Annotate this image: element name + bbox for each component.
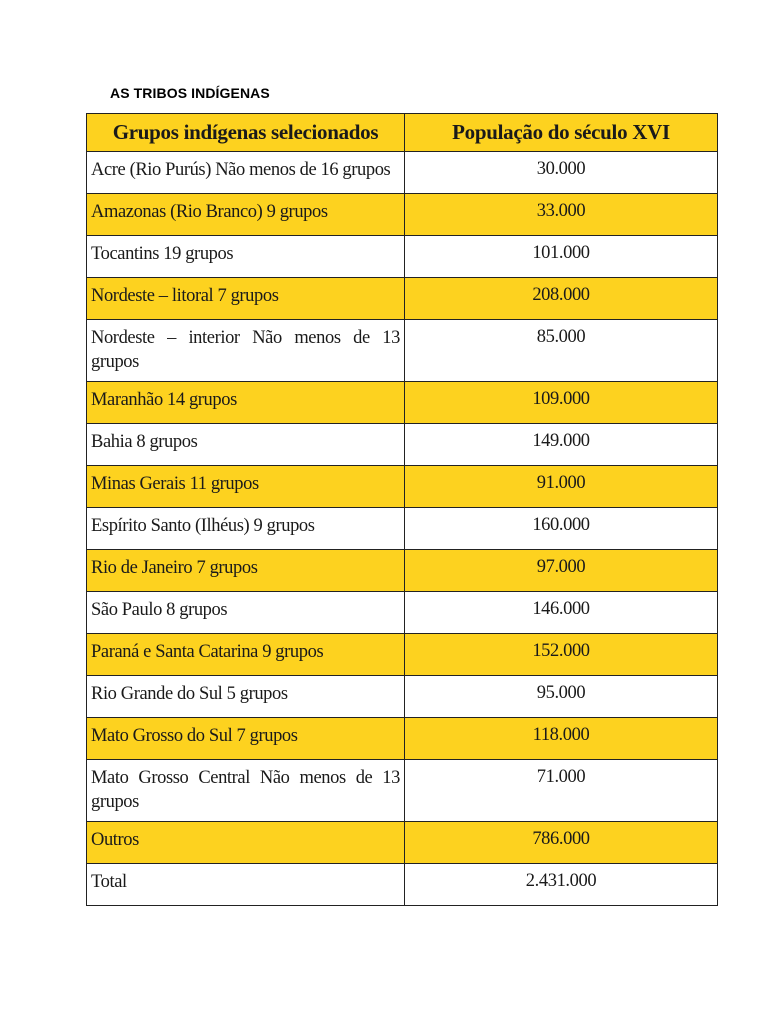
cell-populacao: 95.000 xyxy=(405,676,718,718)
cell-populacao: 33.000 xyxy=(405,194,718,236)
cell-grupo: Paraná e Santa Catarina 9 grupos xyxy=(87,634,405,676)
table-row xyxy=(87,236,718,278)
cell-grupo: Mato Grosso do Sul 7 grupos xyxy=(87,718,405,760)
cell-populacao: 85.000 xyxy=(405,320,718,382)
cell-grupo: Mato Grosso Central Não menos de 13 grupos xyxy=(87,760,405,822)
cell-populacao: 786.000 xyxy=(405,822,718,864)
header-grupos: Grupos indígenas selecionados xyxy=(87,114,405,152)
table-row xyxy=(87,634,718,676)
cell-grupo: São Paulo 8 grupos xyxy=(87,592,405,634)
cell-populacao: 118.000 xyxy=(405,718,718,760)
cell-populacao: 208.000 xyxy=(405,278,718,320)
table-total-row xyxy=(87,864,718,906)
cell-populacao: 30.000 xyxy=(405,152,718,194)
table-row xyxy=(87,550,718,592)
cell-populacao: 160.000 xyxy=(405,508,718,550)
cell-grupo: Outros xyxy=(87,822,405,864)
population-table-container xyxy=(86,113,717,906)
header-populacao: População do século XVI xyxy=(405,114,718,152)
cell-grupo: Maranhão 14 grupos xyxy=(87,382,405,424)
population-table xyxy=(86,113,718,906)
cell-grupo: Espírito Santo (Ilhéus) 9 grupos xyxy=(87,508,405,550)
cell-grupo: Tocantins 19 grupos xyxy=(87,236,405,278)
table-header-row xyxy=(87,114,718,152)
cell-grupo: Rio de Janeiro 7 grupos xyxy=(87,550,405,592)
table-row xyxy=(87,760,718,822)
cell-populacao: 152.000 xyxy=(405,634,718,676)
cell-total-value: 2.431.000 xyxy=(405,864,718,906)
table-row xyxy=(87,278,718,320)
cell-populacao: 149.000 xyxy=(405,424,718,466)
table-row xyxy=(87,592,718,634)
cell-grupo: Amazonas (Rio Branco) 9 grupos xyxy=(87,194,405,236)
cell-total-label: Total xyxy=(87,864,405,906)
cell-grupo: Minas Gerais 11 grupos xyxy=(87,466,405,508)
cell-grupo: Bahia 8 grupos xyxy=(87,424,405,466)
cell-populacao: 109.000 xyxy=(405,382,718,424)
cell-populacao: 146.000 xyxy=(405,592,718,634)
table-row xyxy=(87,424,718,466)
cell-populacao: 91.000 xyxy=(405,466,718,508)
cell-grupo: Nordeste – litoral 7 grupos xyxy=(87,278,405,320)
cell-populacao: 97.000 xyxy=(405,550,718,592)
table-row xyxy=(87,320,718,382)
cell-populacao: 71.000 xyxy=(405,760,718,822)
cell-grupo: Rio Grande do Sul 5 grupos xyxy=(87,676,405,718)
table-row xyxy=(87,382,718,424)
table-row xyxy=(87,718,718,760)
table-row xyxy=(87,508,718,550)
cell-grupo: Nordeste – interior Não menos de 13 grupos xyxy=(87,320,405,382)
table-row xyxy=(87,822,718,864)
table-row xyxy=(87,676,718,718)
cell-grupo: Acre (Rio Purús) Não menos de 16 grupos xyxy=(87,152,405,194)
cell-populacao: 101.000 xyxy=(405,236,718,278)
table-row xyxy=(87,152,718,194)
table-row xyxy=(87,466,718,508)
document-title: AS TRIBOS INDÍGENAS xyxy=(110,85,270,101)
table-row xyxy=(87,194,718,236)
